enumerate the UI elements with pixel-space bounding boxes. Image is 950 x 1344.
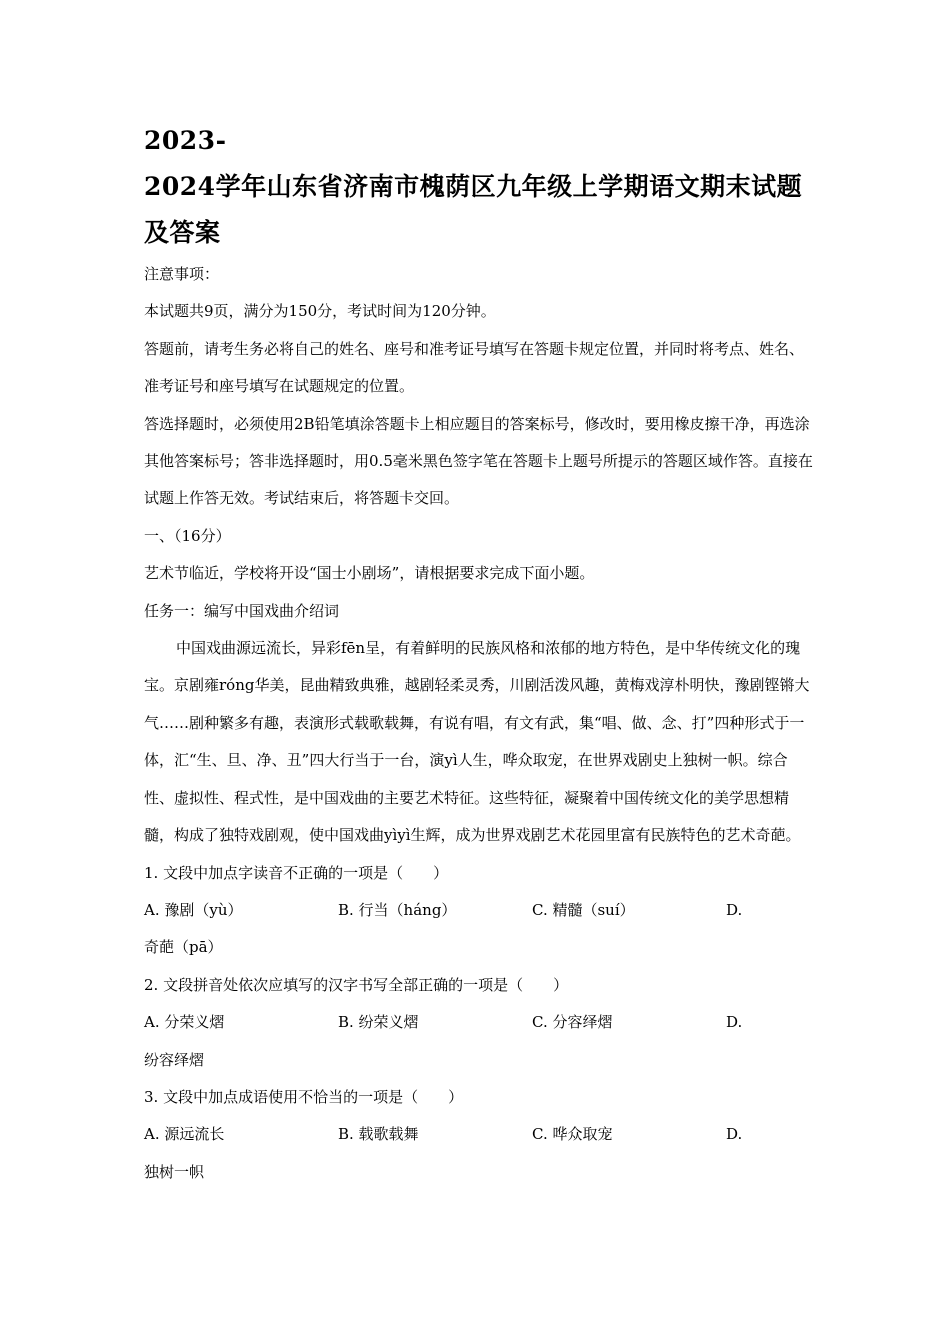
notice-heading: 注意事项： bbox=[144, 265, 220, 283]
question-3 bbox=[144, 1079, 814, 1191]
title-line-2: 2024学年山东省济南市槐荫区九年级上学期语文期末试题 bbox=[144, 172, 803, 201]
document-title bbox=[144, 118, 814, 256]
question-stem: 2. 文段拼音处依次应填写的汉字书写全部正确的一项是（ ） bbox=[144, 975, 569, 994]
answer-options bbox=[144, 1004, 814, 1041]
reading-passage: 中国戏曲源远流长，异彩fēn呈，有着鲜明的民族风格和浓郁的地方特色，是中华传统文化的瑰宝。京剧雍róng华美，昆曲精致典雅，越剧轻柔灵秀，川剧活泼风趣，黄梅戏淳朴明快，豫剧铿锵大气……剧种繁多有趣，表演形式载歌载舞，有说有唱，有文有武，集“唱、做、念、打”四种形式于一体，汇“生、旦、净、丑”四大行当于一台，演yì人生，哗众取宠，在世界戏剧史上独树一帜。综合性、虚拟性、程式性，是中国戏曲的主要艺术特征。这些特征，凝聚着中国传统文化的美学思想精髓，构成了独特戏剧观，使中国戏曲yìyì生辉，成为世界戏剧艺术花园里富有民族特色的艺术奇葩。 bbox=[144, 639, 810, 845]
notice-item: 答题前，请考生务必将自己的姓名、座号和准考证号填写在答题卡规定位置，并同时将考点、姓名、准考证号和座号填写在试题规定的位置。 bbox=[144, 339, 805, 396]
option-c: C. 哗众取宠 bbox=[532, 1125, 613, 1144]
option-d-text: 纷容绎熠 bbox=[144, 1050, 205, 1069]
option-d-text: 奇葩（pā） bbox=[144, 938, 223, 957]
notice-item: 本试题共9页，满分为150分，考试时间为120分钟。 bbox=[144, 302, 496, 321]
option-d: D. bbox=[726, 1013, 743, 1032]
option-a: A. 源远流长 bbox=[144, 1125, 225, 1144]
document-page bbox=[144, 118, 814, 1191]
option-b: B. 纷荣义熠 bbox=[338, 1013, 419, 1032]
section-intro: 艺术节临近，学校将开设“国士小剧场”，请根据要求完成下面小题。 bbox=[144, 564, 595, 583]
answer-options bbox=[144, 1116, 814, 1153]
notice-item: 答选择题时，必须使用2B铅笔填涂答题卡上相应题目的答案标号，修改时，要用橡皮擦干净，再选涂其他答案标号；答非选择题时，用0.5毫米黑色签字笔在答题卡上题号所提示的答题区域作答。直接在试题上作答无效。考试结束后，将答题卡交回。 bbox=[144, 414, 813, 508]
answer-options bbox=[144, 892, 814, 929]
option-c: C. 分容绎熠 bbox=[532, 1013, 613, 1032]
question-2 bbox=[144, 967, 814, 1079]
option-b: B. 载歌载舞 bbox=[338, 1125, 419, 1144]
task-heading: 任务一：编写中国戏曲介绍词 bbox=[144, 601, 340, 620]
question-stem: 3. 文段中加点成语使用不恰当的一项是（ ） bbox=[144, 1087, 464, 1106]
question-1 bbox=[144, 855, 814, 967]
option-d: D. bbox=[726, 1125, 743, 1144]
option-c: C. 精髓（suí） bbox=[532, 900, 635, 919]
option-a: A. 豫剧（yù） bbox=[144, 900, 243, 919]
title-line-3: 及答案 bbox=[144, 218, 221, 247]
question-stem: 1. 文段中加点字读音不正确的一项是（ ） bbox=[144, 863, 449, 882]
title-line-1: 2023- bbox=[144, 126, 227, 155]
option-a: A. 分荣义熠 bbox=[144, 1013, 225, 1032]
option-b: B. 行当（háng） bbox=[338, 900, 457, 919]
document-body bbox=[144, 256, 814, 1191]
option-d-text: 独树一帜 bbox=[144, 1162, 205, 1181]
section-heading: 一、（16分） bbox=[144, 526, 231, 545]
option-d: D. bbox=[726, 900, 743, 919]
